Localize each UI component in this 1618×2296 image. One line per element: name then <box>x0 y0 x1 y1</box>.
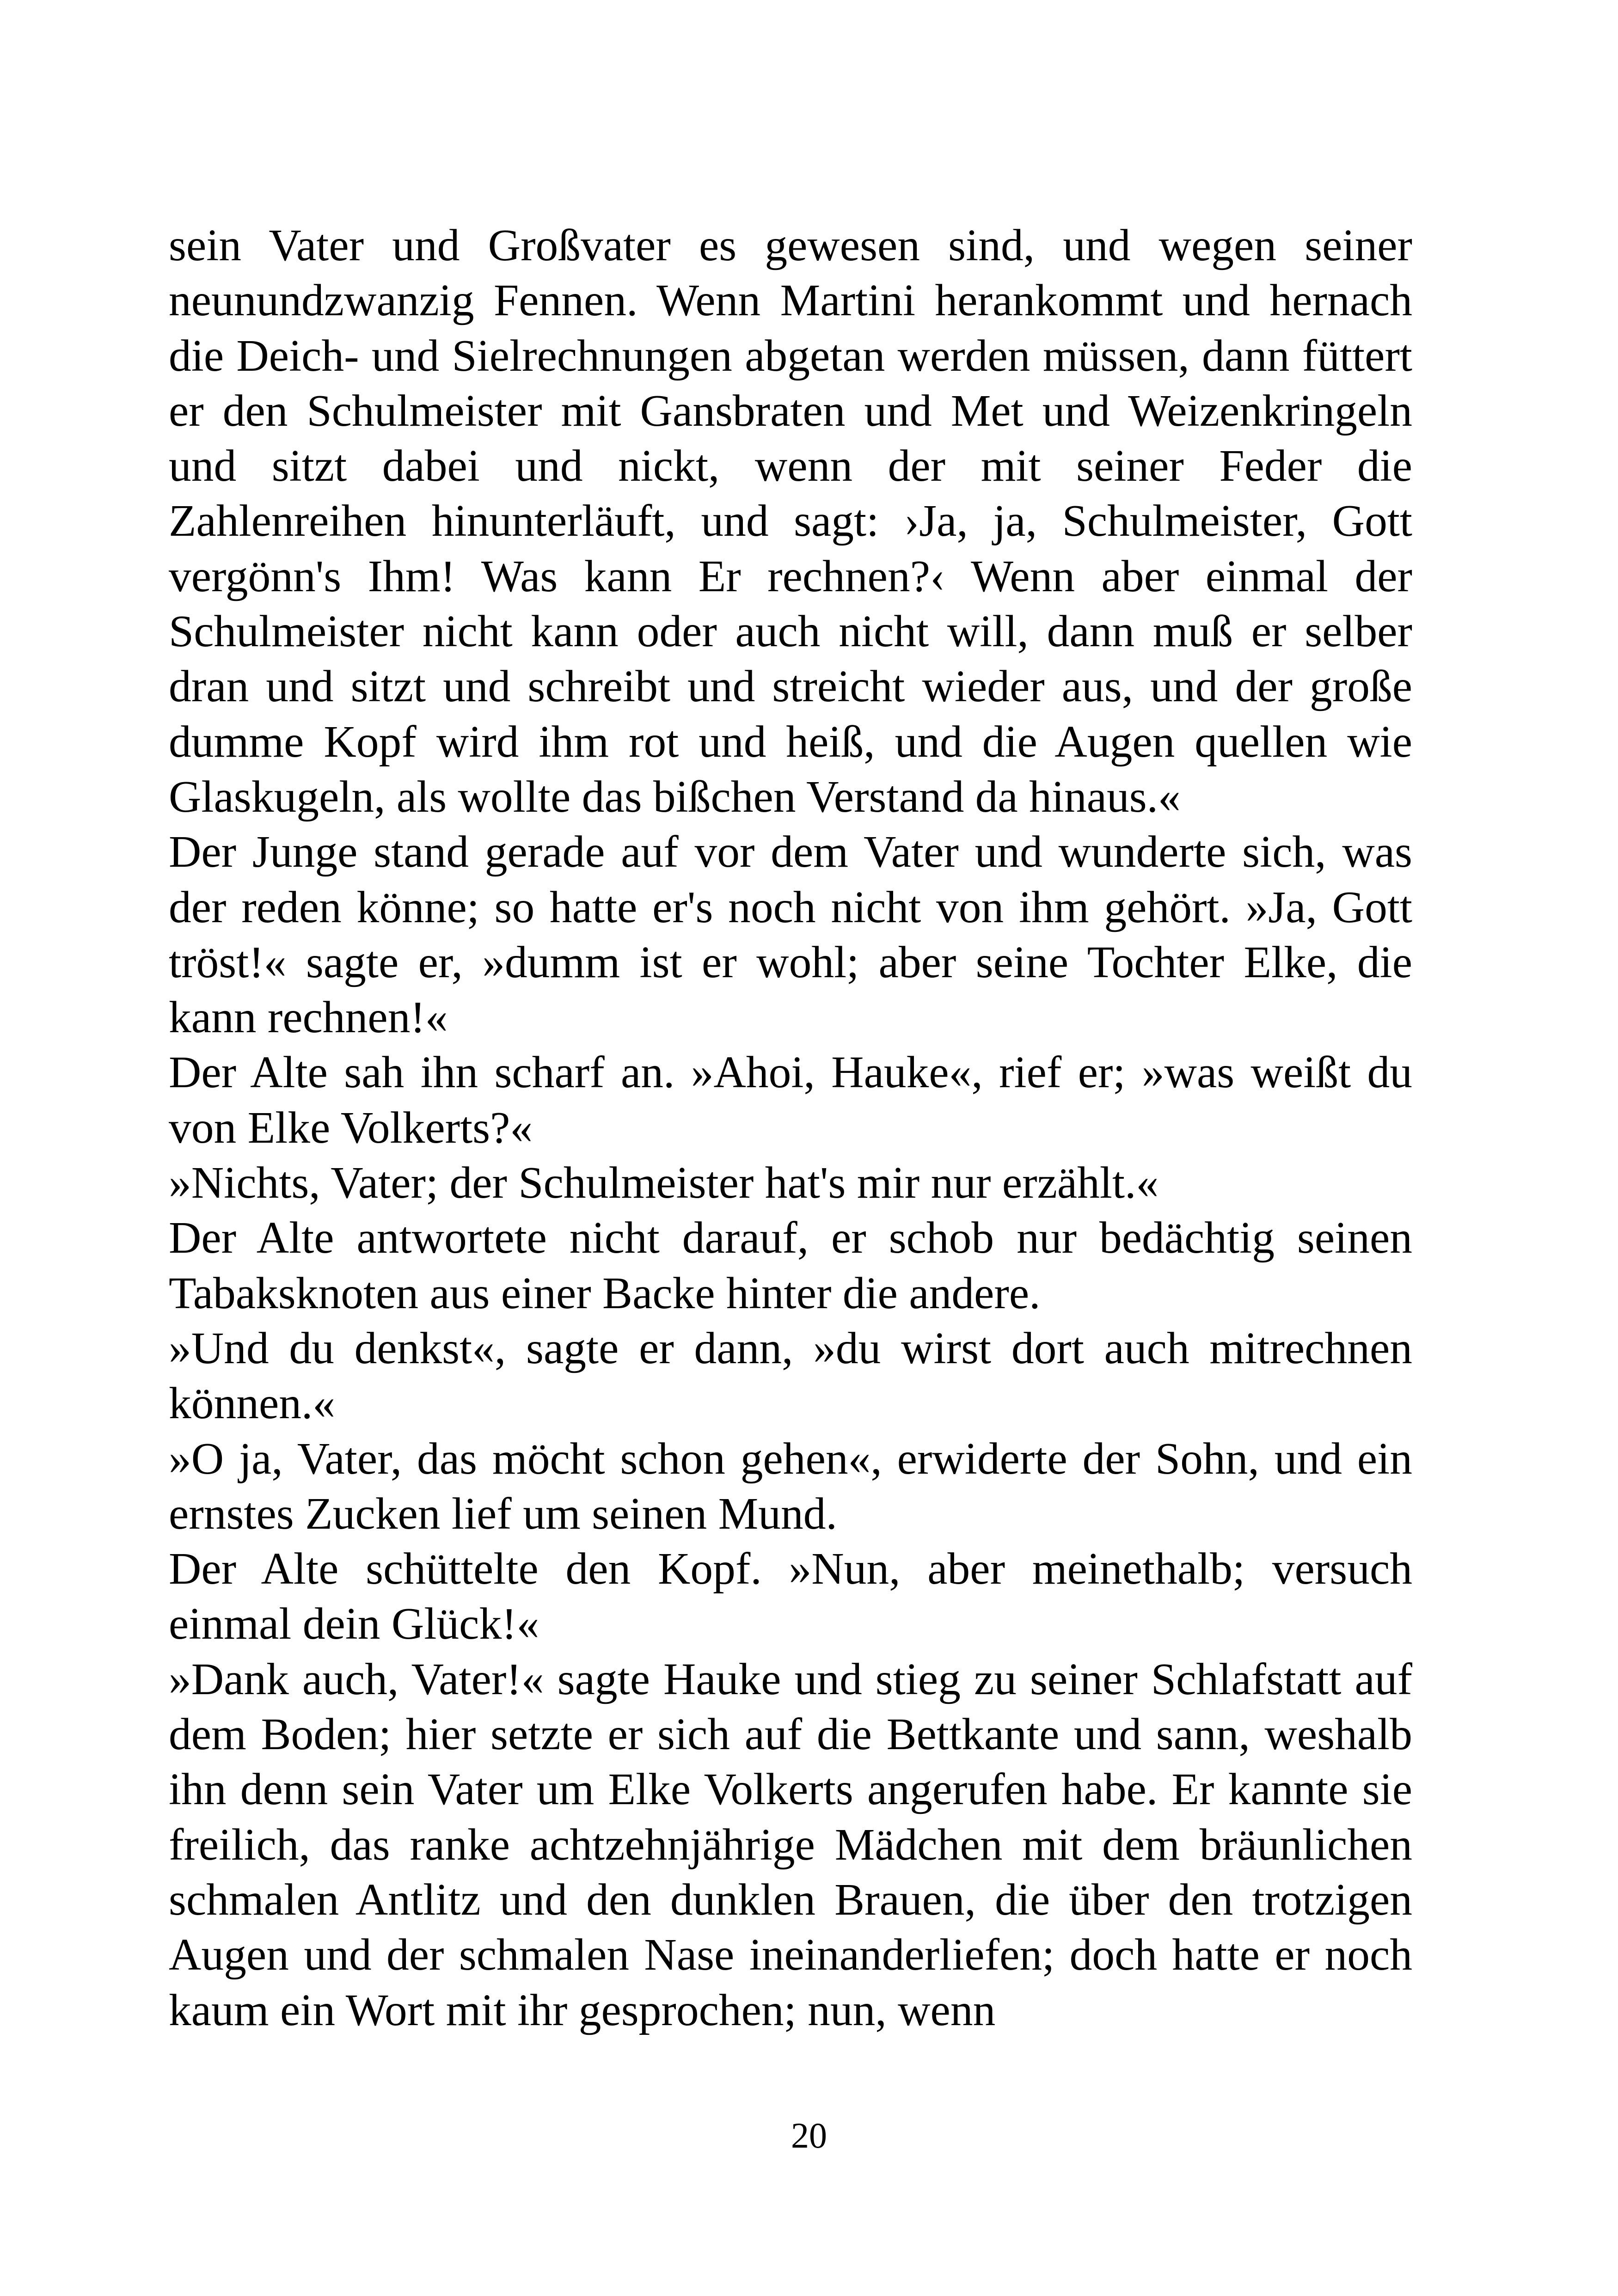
paragraph: »Und du denkst«, sagte er dann, »du wirst dort auch mitrechnen können.« <box>169 1323 1412 1429</box>
paragraph: »O ja, Vater, das möcht schon gehen«, erwiderte der Sohn, und ein ernstes Zucken lief um seinen Mund. <box>169 1433 1412 1539</box>
paragraph: Der Alte antwortete nicht darauf, er schob nur bedächtig seinen Tabaksknoten aus einer Backe hinter die andere. <box>169 1213 1412 1318</box>
body-text <box>169 218 1412 2038</box>
page-number: 20 <box>791 2115 827 2155</box>
paragraph: »Nichts, Vater; der Schulmeister hat's mir nur erzählt.« <box>169 1158 1159 1208</box>
paragraph: Der Alte schüttelte den Kopf. »Nun, aber meinethalb; versuch einmal dein Glück!« <box>169 1544 1412 1649</box>
paragraph: Der Alte sah ihn scharf an. »Ahoi, Hauke«, rief er; »was weißt du von Elke Volkerts?« <box>169 1047 1412 1153</box>
paragraph: Der Junge stand gerade auf vor dem Vater und wunderte sich, was der reden könne; so hatte er's noch nicht von ihm gehört. »Ja, Gott tröst!« sagte er, »dumm ist er wohl; aber seine Tochter Elke, die kann rechnen!« <box>169 827 1412 1043</box>
paragraph: sein Vater und Großvater es gewesen sind, und wegen seiner neunundzwanzig Fennen. Wenn Martini herankommt und hernach die Deich- und Sielrechnungen abgetan werden müssen, dann füttert er den Schulmeister mit Gansbraten und Met und Weizenkringeln und sitzt dabei und nickt, wenn der mit seiner Feder die Zahlenreihen hinunterläuft, und sagt: ›Ja, ja, Schulmeister, Gott vergönn's Ihm! Was kann Er rechnen?‹ Wenn aber einmal der Schulmeister nicht kann oder auch nicht will, dann muß er selber dran und sitzt und schreibt und streicht wieder aus, und der große dumme Kopf wird ihm rot und heiß, und die Augen quellen wie Glaskugeln, als wollte das bißchen Verstand da hinaus.« <box>169 220 1412 822</box>
paragraph: »Dank auch, Vater!« sagte Hauke und stieg zu seiner Schlafstatt auf dem Boden; hier setzte er sich auf die Bettkante und sann, weshalb ihn denn sein Vater um Elke Volkerts angerufen habe. Er kannte sie freilich, das ranke achtzehnjährige Mädchen mit dem bräunlichen schmalen Antlitz und den dunklen Brauen, die über den trotzigen Augen und der schmalen Nase ineinanderliefen; doch hatte er noch kaum ein Wort mit ihr gesprochen; nun, wenn <box>169 1654 1412 2035</box>
